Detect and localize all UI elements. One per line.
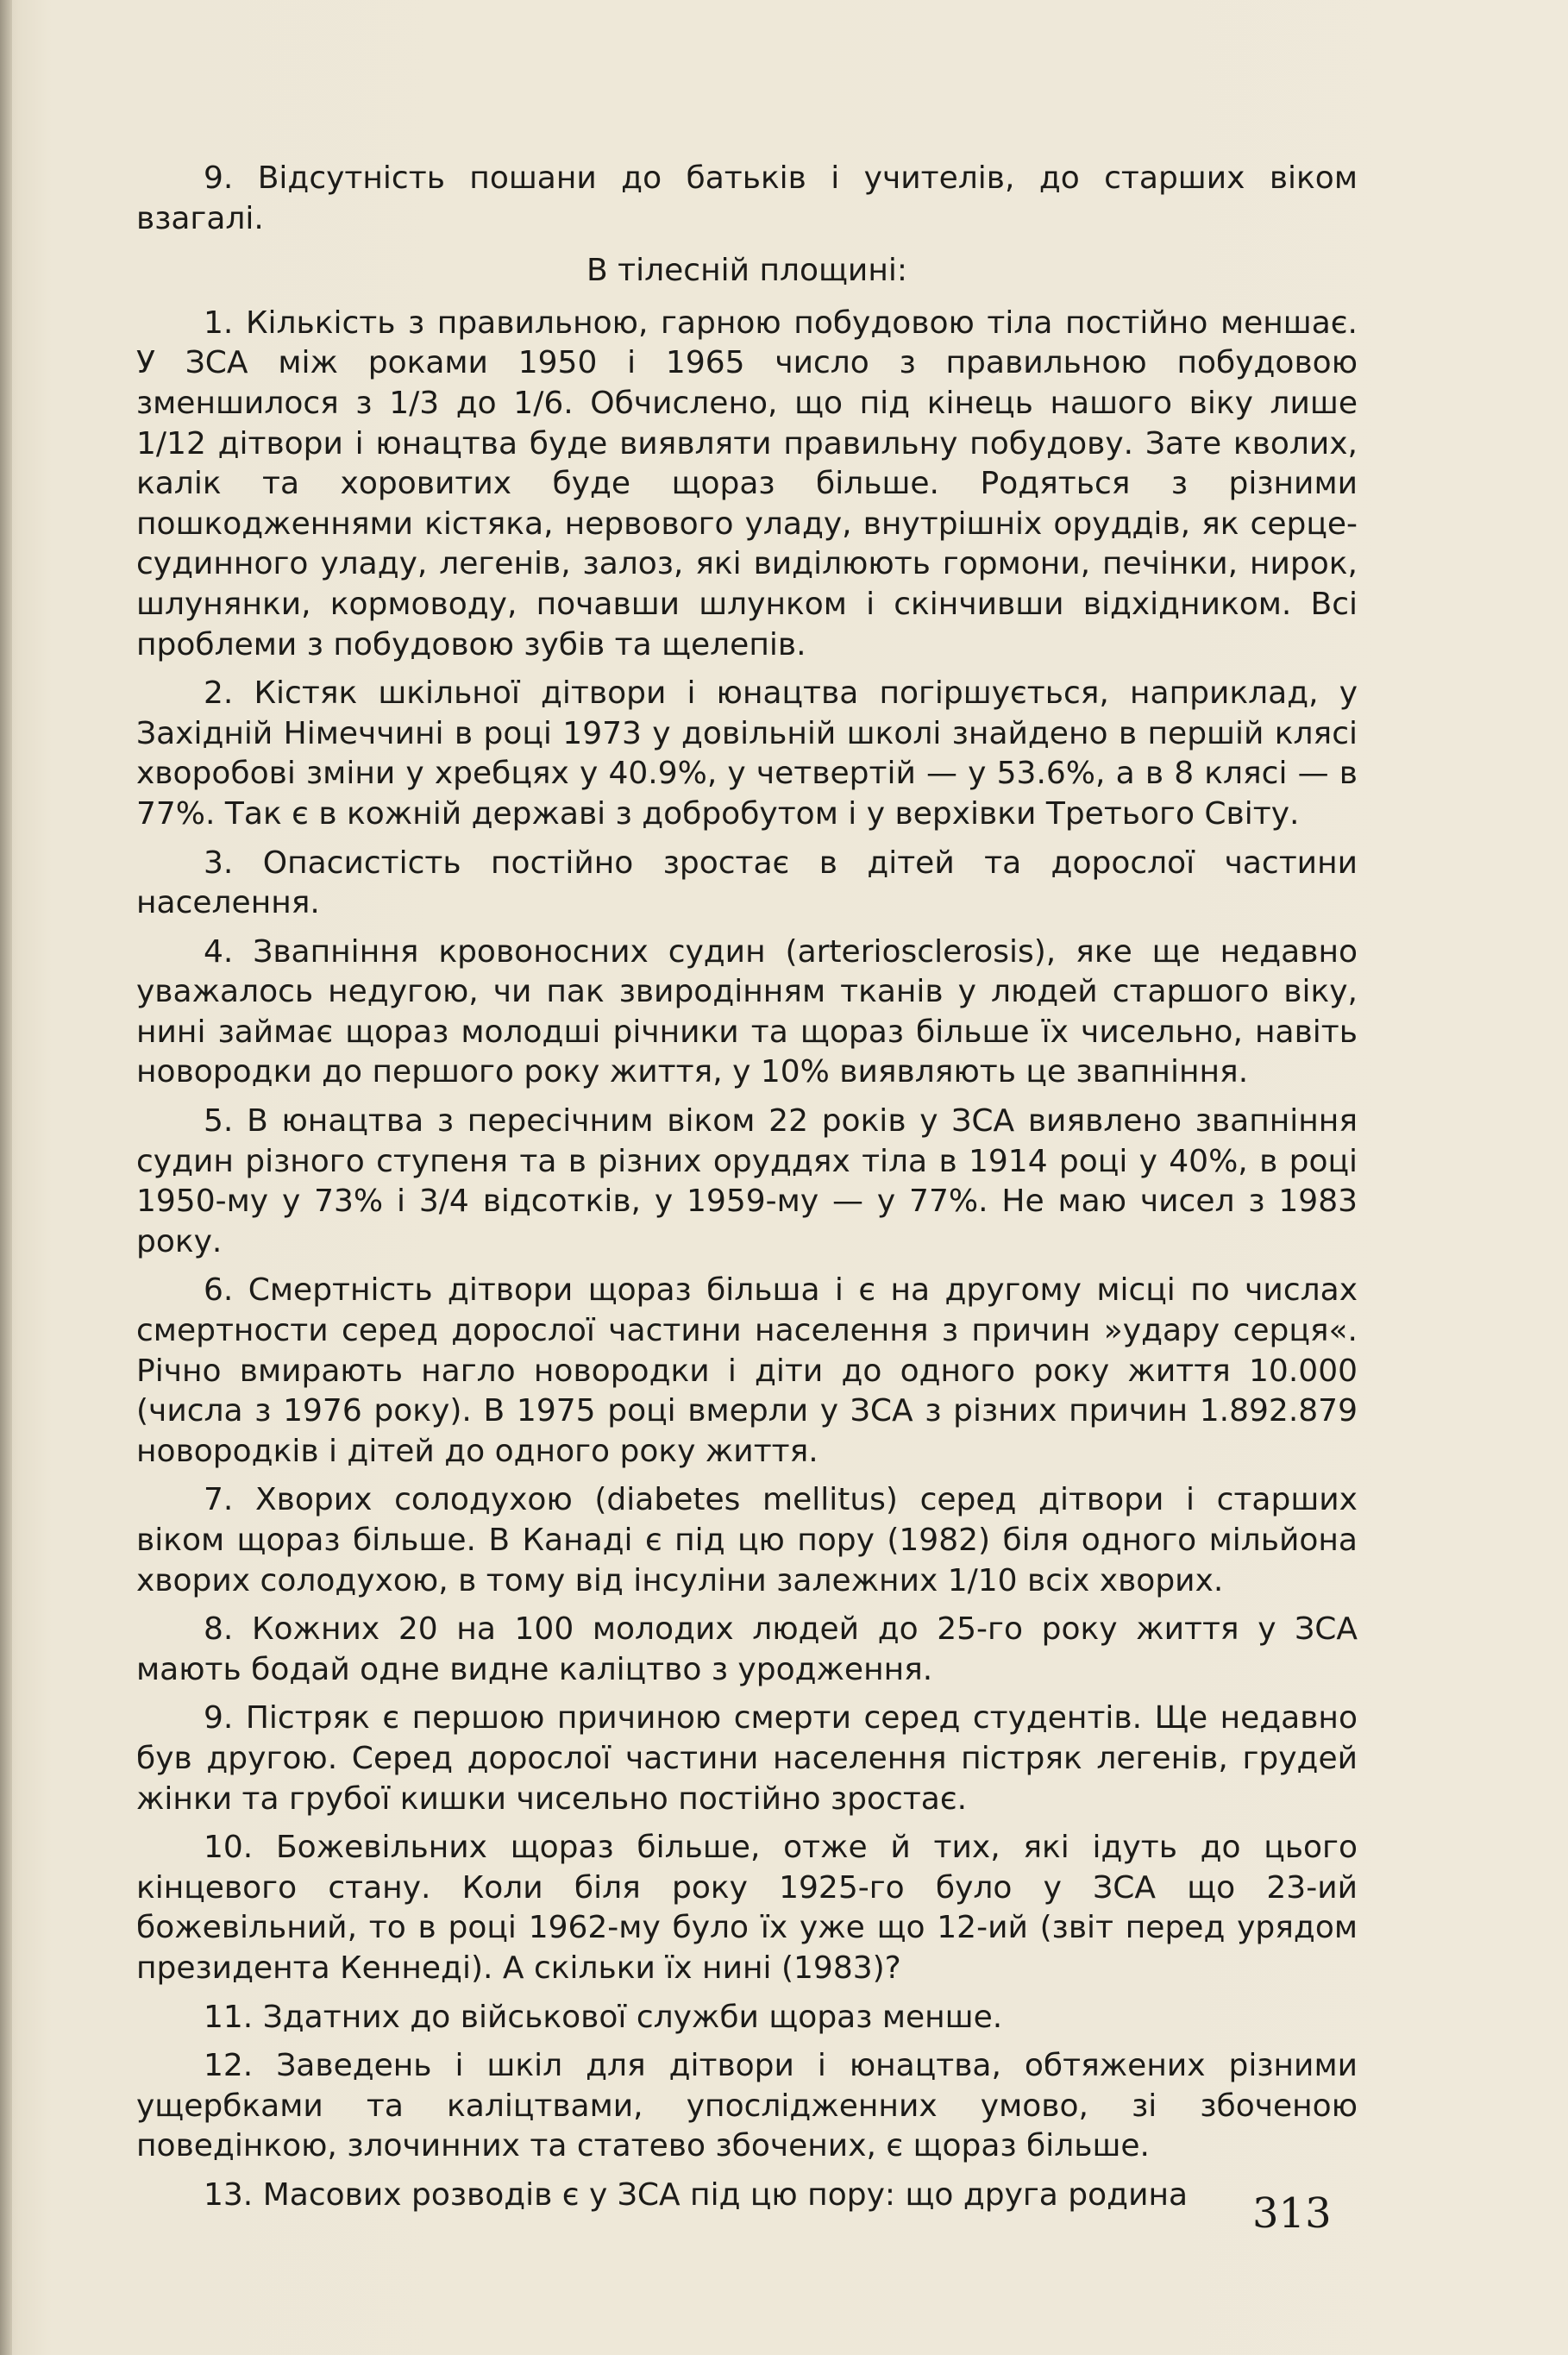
page-gutter-shadow [0,0,12,2355]
page-text [136,159,1358,2225]
list-item: 11. Здатних до військової служби щораз менше. [204,1999,1003,2035]
list-item: 1. Кількість з правильною, гарною побудовою тіла постійно меншає. У ЗСА між роками 1950 і 1965 число з правильною побудовою зменшилося з 1/3 до 1/6. Обчислено, що під кінець нашого віку лише 1/12 дітвори і юнацтва буде виявляти правильну побудову. Зате кволих, калік та хоровитих буде щораз більше. Родяться з різними пошкодженнями кістяка, нервового уладу, внутрішніх оруддів, як серце-судинного уладу, легенів, залоз, які виділюють гормони, печінки, нирок, шлунянки, кормоводу, почавши шлунком і скінчивши відхідником. Всі проблеми з побудовою зубів та щелепів. [136,305,1358,663]
list-item: 13. Масових розводів є у ЗСА під цю пору: що друга родина [204,2176,1189,2213]
list-item: 12. Заведень і шкіл для дітвори і юнацтва, обтяжених різними ущербками та каліцтвами, упослідженних умово, зі збоченою поведінкою, злочинних та статево збочених, є щораз більше. [136,2048,1358,2164]
list-item: 2. Кістяк шкільної дітвори і юнацтва погіршується, наприклад, у Західній Німеччині в році 1973 у довільній школі знайдено в першій клясі хворобові зміни у хребцях у 40.9%, у четвертій — у 53.6%, а в 8 клясі — в 77%. Так є в кожній державі з добробутом і у верхівки Третього Світу. [136,675,1358,832]
lead-item: 9. Відсутність пошани до батьків і учителів, до старших віком взагалі. [136,160,1358,236]
page-number: 313 [1252,2189,1332,2238]
list-item: 4. Звапніння кровоносних судин (arteriosclerosis), яке ще недавно уважалось недугою, чи пак звиродінням тканів у людей старшого віку, нині займає щораз молодші річники та щораз більше їх чисельно, навіть новородки до першого року життя, у 10% виявляють це звапніння. [136,933,1358,1090]
list-item: 10. Божевільних щораз більше, отже й тих, які ідуть до цього кінцевого стану. Коли біля року 1925-го було у ЗСА що 23-ий божевільний, то в році 1962-му було їх уже що 12-ий (звіт перед урядом президента Кеннеді). А скільки їх нині (1983)? [136,1830,1358,1986]
section-heading: В тілесній площині: [586,253,907,289]
list-item: 7. Хворих солодухою (diabetes mellitus) серед дітвори і старших віком щораз більше. В Канаді є під цю пору (1982) біля одного мільйона хворих солодухою, в тому від інсуліни залежних 1/10 всіх хворих. [136,1482,1358,1598]
list-item: 6. Смертність дітвори щораз більша і є на другому місці по числах смертности серед дорослої частини населення з причин »удару серця«. Річно вмирають нагло новородки і діти до одного року життя 10.000 (числа з 1976 року). В 1975 році вмерли у ЗСА з різних причин 1.892.879 новородків і дітей до одного року життя. [136,1272,1358,1469]
list-item: 8. Кожних 20 на 100 молодих людей до 25-го року життя у ЗСА мають бодай одне видне каліцтво з уродження. [136,1611,1358,1687]
list-item: 9. Пістряк є першою причиною смерти серед студентів. Ще недавно був другою. Серед дорослої частини населення пістряк легенів, грудей жінки та грубої кишки чисельно постійно зростає. [136,1700,1358,1817]
list-item: 3. Опасистість постійно зростає в дітей та дорослої частини населення. [136,845,1358,921]
list-item: 5. В юнацтва з пересічним віком 22 років у ЗСА виявлено звапніння судин різного ступеня та в різних оруддях тіла в 1914 році у 40%, в році 1950-му у 73% і 3/4 відсотків, у 1959-му — у 77%. Не маю чисел з 1983 року. [136,1103,1358,1259]
